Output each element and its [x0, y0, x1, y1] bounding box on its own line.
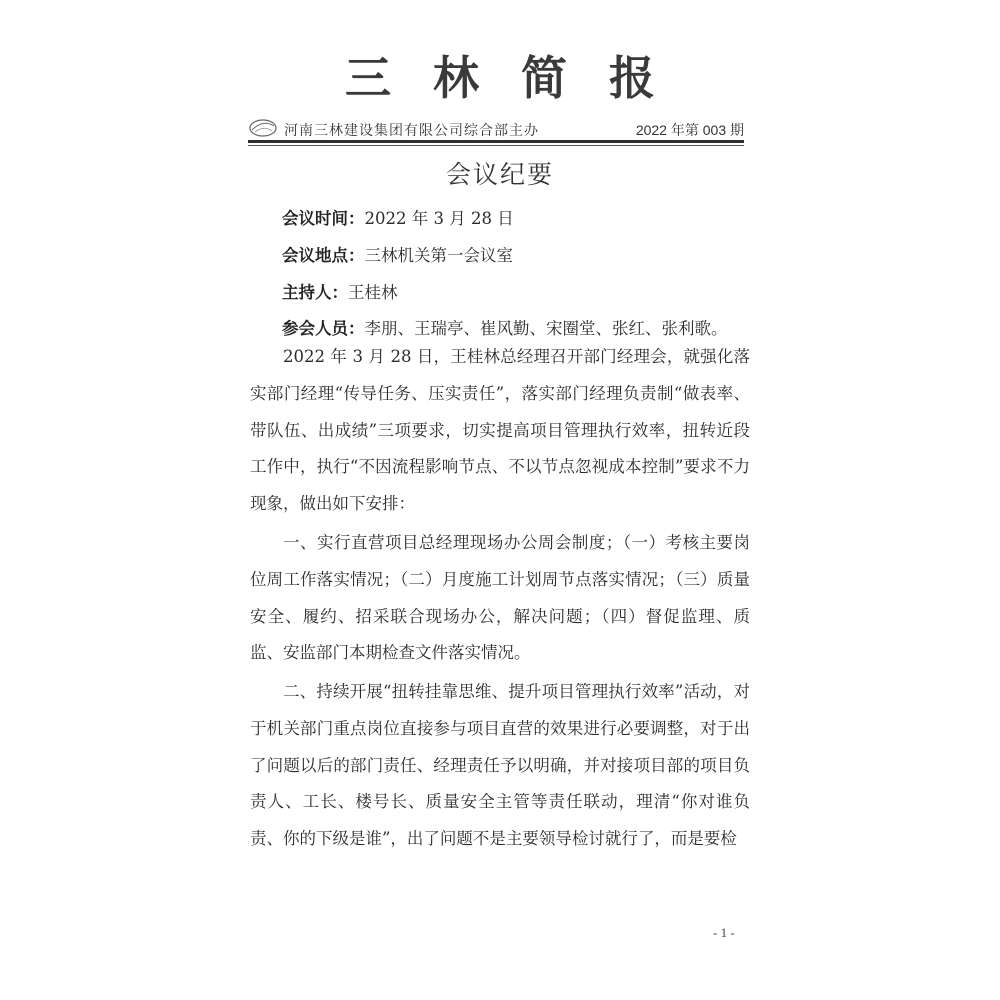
meeting-attendees-label: 参会人员：	[282, 319, 365, 338]
issue-number: 2022 年第 003 期	[635, 122, 744, 138]
header-divider-thick	[248, 140, 744, 143]
meeting-attendees	[282, 317, 728, 341]
meeting-host	[282, 281, 398, 305]
meeting-attendees-value: 李朋、王瑞亭、崔风勤、宋圈堂、张红、张利歌。	[364, 319, 728, 338]
meeting-place-label: 会议地点：	[282, 246, 365, 265]
meeting-place-value: 三林机关第一会议室	[364, 246, 513, 265]
company-logo-icon	[248, 117, 278, 139]
meeting-time-value: 2022 年 3 月 28 日	[364, 209, 514, 228]
meeting-time-label: 会议时间：	[282, 209, 365, 228]
issue-header	[248, 118, 744, 140]
meeting-host-label: 主持人：	[282, 283, 348, 302]
meeting-host-value: 王桂林	[348, 283, 398, 302]
body-paragraph-intro: 2022 年 3 月 28 日，王桂林总经理召开部门经理会，就强化落实部门经理“传导任务、压实责任”，落实部门经理负责制“做表率、带队伍、出成绩”三项要求，切实提高项目管理执行效率，扭转近段工作中，执行“不因流程影响节点、不以节点忽视成本控制”要求不力现象，做出如下安排：	[250, 347, 750, 514]
organizer-text: 河南三林建设集团有限公司综合部主办	[284, 123, 539, 139]
masthead-title: 三林简报	[345, 51, 697, 105]
meeting-time	[282, 207, 514, 231]
document-title: 会议纪要	[445, 160, 554, 189]
meeting-place	[282, 244, 513, 268]
body-paragraph-item-one: 一、实行直营项目总经理现场办公周会制度；（一）考核主要岗位周工作落实情况；（二）月度施工计划周节点落实情况；（三）质量安全、履约、招采联合现场办公，解决问题；（四）督促监理、质监、安监部门本期检查文件落实情况。	[250, 533, 750, 663]
body-paragraph-item-two: 二、持续开展“扭转挂靠思维、提升项目管理执行效率”活动，对于机关部门重点岗位直接参与项目直营的效果进行必要调整，对于出了问题以后的部门责任、经理责任予以明确，并对接项目部的项目负责人、工长、楼号长、质量安全主管等责任联动，理清“你对谁负责、你的下级是谁”，出了问题不是主要领导检讨就行了，而是要检	[250, 682, 750, 849]
page-number: - 1 -	[713, 925, 735, 940]
header-divider-thin	[248, 145, 744, 146]
